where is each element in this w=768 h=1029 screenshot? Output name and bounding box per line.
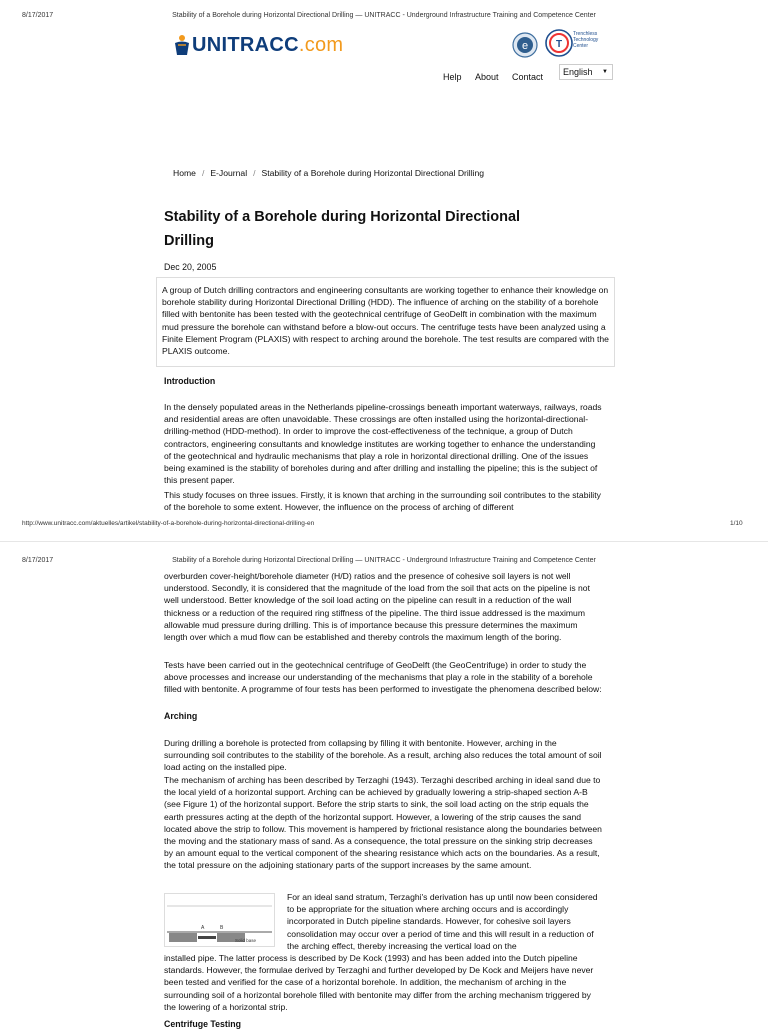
introduction-heading: Introduction — [164, 376, 216, 386]
breadcrumb: Home / E-Journal / Stability of a Borehole during Horizontal Directional Drilling — [173, 168, 485, 178]
intro-paragraph-2-start: This study focuses on three issues. Firstly, it is known that arching in the surrounding soil contributes to the stability of the borehole to some extent. However, the influence on the process of arching of different — [164, 490, 601, 513]
language-select[interactable] — [559, 64, 613, 80]
partner-circle-icon — [512, 32, 538, 58]
arching-diagram-figure — [165, 894, 274, 946]
breadcrumb-ejournal[interactable]: E-Journal — [210, 168, 248, 178]
abstract-box — [156, 277, 615, 367]
print-header-title-page2: Stability of a Borehole during Horizontal Directional Drilling — UNITRACC - Underground Infrastructure Training and Competence Center — [172, 557, 596, 564]
abstract-text: A group of Dutch drilling contractors and engineering consultants are working together to enhance their knowledge on borehole stability during Horizontal Directional Drilling (HDD). The influence of arching on the stability of a borehole filled with bentonite has been tested with the geotechnical centrifuge of GeoDelft in combination with the maximum mud pressure the borehole can withstand before a blow-out occurs. The centrifuge tests have been analyzed using a Finite Element Program (PLAXIS) with respect to arching around the borehole. The test results are compared with the PLAXIS outcome. — [162, 285, 609, 357]
chevron-down-icon: ▼ — [602, 69, 608, 75]
arching-paragraph-2: The mechanism of arching has been described by Terzaghi (1943). Terzaghi described arching in ideal sand due to the local yield of a horizontal support. Arching can be achieved by gradually lowering a strip-shaped section A-B (see Figure 1) of the horizontal support. Before the strip starts to sink, the soil load acting on the strip equals the earth pressures acting at the depth of the horizontal support. However, a lowering of the strip causes the sand located above the strip to follow. This movement is hampered by frictional resistance along the boundaries between the moving and the stationary mass of sand. As a consequence, the total pressure on the sinking strip decreases by an amount equal to the vertical component of the shearing resistance which acts on the boundaries. As a result, the total pressure on the adjoining stationary parts of the support increases by the same amount. — [164, 775, 602, 871]
svg-text:T: T — [555, 39, 563, 50]
page-break-divider — [0, 541, 768, 542]
figure-1-thumbnail[interactable] — [164, 893, 275, 947]
contact-link[interactable]: Contact — [512, 72, 544, 82]
title-line-2: Drilling — [164, 233, 214, 249]
footer-url: http://www.unitracc.com/aktuelles/artikel/stability-of-a-borehole-during-horizontal-directional-drilling-en — [22, 520, 315, 527]
arching-heading: Arching — [164, 711, 198, 721]
logo-main-text: UNITRACC — [192, 33, 299, 56]
figure-label-b: B — [220, 925, 224, 931]
ttc-badge-text: Trenchless Technology Center — [573, 31, 599, 49]
article-date: Dec 20, 2005 — [164, 262, 217, 272]
figure-caption-label: Solid base — [235, 938, 257, 943]
nav-about[interactable] — [475, 67, 499, 85]
breadcrumb-home[interactable]: Home — [173, 168, 196, 178]
unitracc-logo[interactable] — [173, 30, 343, 60]
arching-paragraph-3-rest: installed pipe. The latter process is described by De Kock (1993) and has been added into the Dutch pipeline standards. However, the formulae derived by Terzaghi and further developed by De Kock and Meijers have never been tested and verified for the case of a horizontal borehole. In addition, the mechanism of arching in the surrounding soil of a horizontal borehole filled with bentonite may differ from the arching mechanism triggered by the lowering of a horizontal strip. — [164, 953, 594, 1012]
help-link[interactable]: Help — [443, 72, 462, 82]
partner-logo-round[interactable] — [512, 32, 538, 63]
figure-label-a: A — [201, 925, 205, 931]
intro-paragraph-1: In the densely populated areas in the Netherlands pipeline-crossings beneath important waterways, railways, roads and residential areas are often unavoidable. These crossings are often installed using the horizontal-directional-drilling-method (HDD-method). In order to improve the cost-effectiveness of the technique, a group of Dutch contractors, engineering consultants and knowledge institutes are working together to enhance the understanding of the geotechnical and hydraulic mechanisms that play a role in horizontal directional drilling. One of the issues being examined is the stability of boreholes during and after drilling and installing the pipeline; this is the subject of this present paper. — [164, 402, 602, 486]
intro-paragraph-3: Tests have been carried out in the geotechnical centrifuge of GeoDelft (the GeoCentrifuge) in order to study the above processes and increase our understanding of the mechanisms that play a role in the stability of a borehole filled with bentonite. A programme of four tests has been performed to investigate the phenomena described below: — [164, 660, 602, 695]
breadcrumb-current: Stability of a Borehole during Horizontal Directional Drilling — [261, 168, 485, 178]
about-link[interactable]: About — [475, 72, 499, 82]
ttc-logo[interactable] — [545, 29, 607, 59]
svg-text:e: e — [521, 40, 529, 52]
nav-contact[interactable] — [512, 67, 543, 85]
logo-suffix-text: .com — [298, 33, 344, 56]
print-date-page2: 8/17/2017 — [22, 557, 54, 564]
intro-paragraph-2-continued: overburden cover-height/borehole diameter (H/D) ratios and the presence of cohesive soil layers is not well understood. Secondly, it is considered that the magnitude of the load from the soil that acts on the pipeline is not well understood. Better knowledge of the soil load acting on the pipeline can result in a reduction of the wall thickness or a reduction of the required ring stiffness of the pipeline. The third issue addressed is the maximum allowable mud pressure during drilling. This is of importance because this pressure determines the maximum length over which a mud flow can be established and thereby controls the maximum length of the boring. — [164, 571, 590, 643]
footer-page-number: 1/10 — [730, 520, 743, 527]
nav-help[interactable] — [443, 67, 462, 85]
centrifuge-testing-heading: Centrifuge Testing — [164, 1019, 242, 1029]
arching-paragraph-1: During drilling a borehole is protected from collapsing by filling it with bentonite. However, arching in the surrounding soil contributes to the stability of the borehole. As a result, arching also reduces the total amount of soil load acting on the installed pipe. — [164, 738, 602, 773]
arching-paragraph-3-wrapped: For an ideal sand stratum, Terzaghi's derivation has up until now been considered to be appropriate for the situation where arching occurs and is accordingly incorporated in Dutch pipeline standards. However, for cohesive soil layers consolidation may occur over a period of time and this will result in a reduction of the arching effect, thereby increasing the vertical load on the — [287, 892, 598, 951]
print-date: 8/17/2017 — [22, 12, 54, 19]
globe-person-icon — [173, 34, 191, 56]
print-header-title: Stability of a Borehole during Horizontal Directional Drilling — UNITRACC - Underground Infrastructure Training and Competence Center — [172, 12, 596, 19]
page-title — [164, 205, 584, 253]
logo-wordmark — [192, 34, 343, 57]
title-line-1: Stability of a Borehole during Horizontal Directional — [164, 209, 521, 225]
ttc-badge-icon — [545, 29, 573, 57]
language-value: English — [563, 67, 593, 77]
